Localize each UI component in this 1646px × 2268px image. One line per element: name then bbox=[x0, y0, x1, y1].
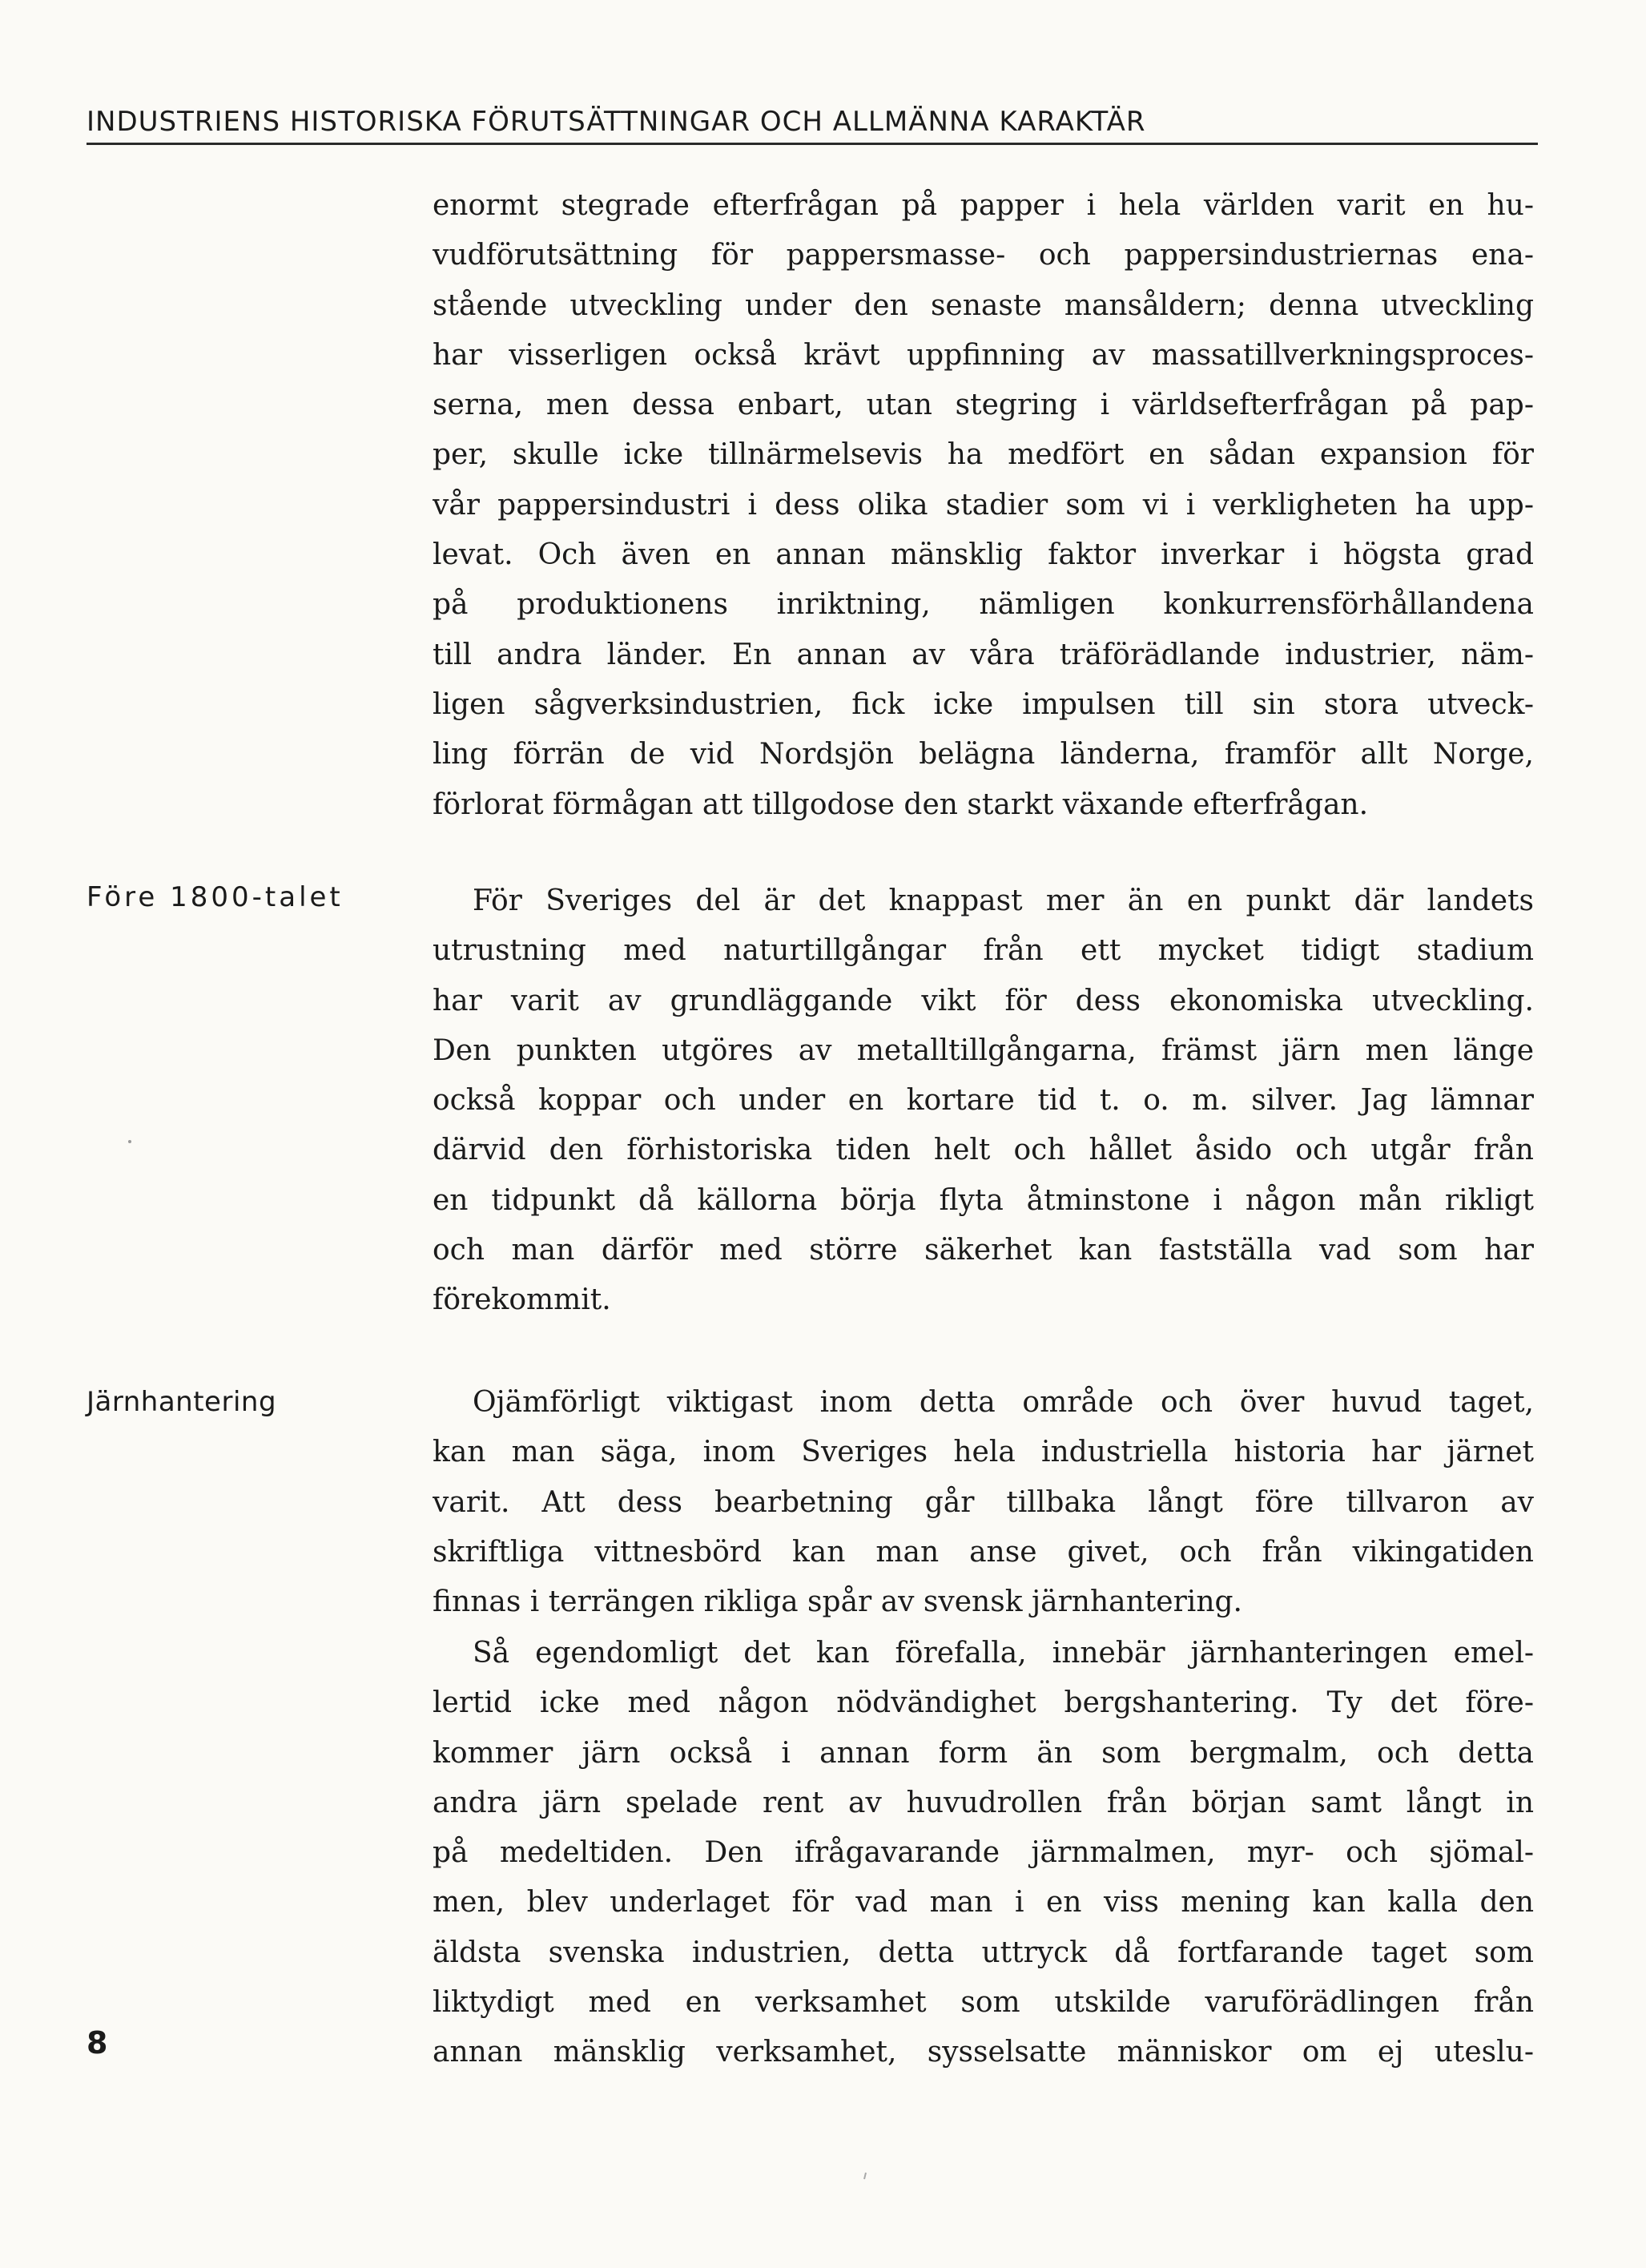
sidenote-fore-1800-talet: Före 1800-talet bbox=[87, 881, 344, 913]
text-line: vudförutsättning för pappersmasse- och pappersindustriernas ena- bbox=[433, 239, 1534, 272]
text-line: en tidpunkt då källorna börja flyta åtminstone i någon mån rikligt bbox=[433, 1183, 1534, 1217]
text-line: ligen sågverksindustrien, fick icke impulsen till sin stora utveck- bbox=[433, 687, 1534, 721]
text-line: Så egendomligt det kan förefalla, innebär järnhanteringen emel- bbox=[473, 1637, 1534, 1670]
text-line: på medeltiden. Den ifrågavarande järnmalmen, myr- och sjömal- bbox=[433, 1836, 1534, 1870]
text-line: utrustning med naturtillgångar från ett mycket tidigt stadium bbox=[433, 934, 1534, 968]
text-line: men, blev underlaget för vad man i en viss mening kan kalla den bbox=[433, 1886, 1534, 1920]
paragraph-1 bbox=[433, 181, 1534, 830]
text-line: varit. Att dess bearbetning går tillbaka långt före tillvaron av bbox=[433, 1485, 1534, 1519]
text-line: också koppar och under en kortare tid t. o. m. silver. Jag lämnar bbox=[433, 1084, 1534, 1118]
text-line: och man därför med större säkerhet kan fastställa vad som har bbox=[433, 1234, 1534, 1267]
text-line: annan mänsklig verksamhet, sysselsatte människor om ej uteslu- bbox=[433, 2036, 1534, 2069]
text-line: per, skulle icke tillnärmelsevis ha medfört en sådan expansion för bbox=[433, 438, 1534, 472]
text-line: enormt stegrade efterfrågan på papper i hela världen varit en hu- bbox=[433, 189, 1534, 222]
header-rule bbox=[87, 143, 1538, 145]
speck bbox=[128, 1140, 131, 1143]
text-line: äldsta svenska industrien, detta uttryck då fortfarande taget som bbox=[433, 1936, 1534, 1969]
text-line: Den punkten utgöres av metalltillgångarna, främst järn men länge bbox=[433, 1033, 1534, 1067]
speck bbox=[864, 2173, 866, 2179]
text-line: kommer järn också i annan form än som bergmalm, och detta bbox=[433, 1736, 1534, 1770]
text-line: därvid den förhistoriska tiden helt och hållet åsido och utgår från bbox=[433, 1134, 1534, 1167]
text-line: skriftliga vittnesbörd kan man anse givet, och från vikingatiden bbox=[433, 1535, 1534, 1569]
text-line: andra järn spelade rent av huvudrollen från början samt långt in bbox=[433, 1786, 1534, 1819]
text-line: stående utveckling under den senaste mansåldern; denna utveckling bbox=[433, 288, 1534, 322]
text-line: För Sveriges del är det knappast mer än en punkt där landets bbox=[473, 884, 1534, 917]
text-line: lertid icke med någon nödvändighet bergshantering. Ty det före- bbox=[433, 1686, 1534, 1720]
text-line: kan man säga, inom Sveriges hela industriella historia har järnet bbox=[433, 1436, 1534, 1469]
text-line: liktydigt med en verksamhet som utskilde varuförädlingen från bbox=[433, 1986, 1534, 2020]
text-line: vår pappersindustri i dess olika stadier som vi i verkligheten ha upp- bbox=[433, 488, 1534, 522]
text-line: serna, men dessa enbart, utan stegring i världsefterfrågan på pap- bbox=[433, 389, 1534, 422]
text-line: har visserligen också krävt uppfinning av massatillverkningsproces- bbox=[433, 338, 1534, 372]
text-line: levat. Och även en annan mänsklig faktor inverkar i högsta grad bbox=[433, 538, 1534, 572]
page-number: 8 bbox=[87, 2025, 108, 2061]
text-line: Ojämförligt viktigast inom detta område och över huvud taget, bbox=[473, 1386, 1534, 1419]
text-line: ling förrän de vid Nordsjön belägna länderna, framför allt Norge, bbox=[433, 738, 1534, 771]
text-line: på produktionens inriktning, nämligen konkurrensförhållandena bbox=[433, 588, 1534, 622]
paragraph-3 bbox=[433, 1378, 1534, 1627]
text-line: förekommit. bbox=[433, 1283, 611, 1317]
sidenote-jarnhantering: Järnhantering bbox=[87, 1386, 277, 1418]
paragraph-2 bbox=[433, 876, 1534, 1326]
running-head: INDUSTRIENS HISTORISKA FÖRUTSÄTTNINGAR OCH ALLMÄNNA KARAKTÄR bbox=[87, 106, 1146, 138]
text-line: till andra länder. En annan av våra träförädlande industrier, näm- bbox=[433, 638, 1534, 671]
text-line: förlorat förmågan att tillgodose den starkt växande efterfrågan. bbox=[433, 788, 1369, 821]
text-line: finnas i terrängen rikliga spår av svensk järnhantering. bbox=[433, 1585, 1242, 1619]
text-line: har varit av grundläggande vikt för dess ekonomiska utveckling. bbox=[433, 984, 1534, 1017]
paragraph-4 bbox=[433, 1629, 1534, 2078]
